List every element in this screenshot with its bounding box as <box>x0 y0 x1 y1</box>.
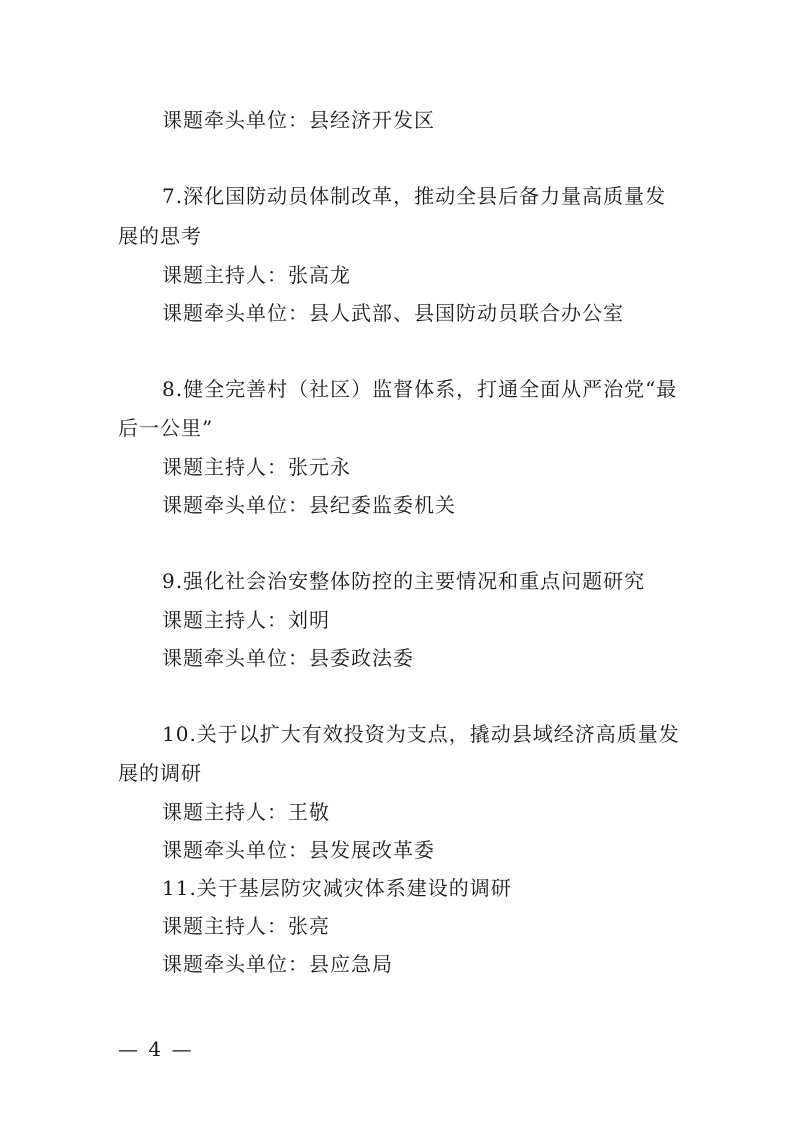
item-9-title: 9.强化社会治安整体防控的主要情况和重点问题研究 <box>162 569 646 593</box>
item-8-title-line-2: 后一公里” <box>118 416 214 440</box>
item-7-lead-unit: 课题牵头单位：县人武部、县国防动员联合办公室 <box>162 301 624 325</box>
item-7-title-line-2: 展的思考 <box>118 224 202 248</box>
item-11-host: 课题主持人：张亮 <box>162 914 330 938</box>
item-11-title: 11.关于基层防灾减灾体系建设的调研 <box>162 876 512 900</box>
item-8-title-line-1: 8.健全完善村（社区）监督体系，打通全面从严治党“最 <box>162 377 678 401</box>
item-7-title-line-1: 7.深化国防动员体制改革，推动全县后备力量高质量发 <box>162 184 667 208</box>
page-number: — 4 — <box>118 1037 194 1061</box>
item-10-title-line-2: 展的调研 <box>118 761 202 785</box>
item-10-title-line-1: 10.关于以扩大有效投资为支点，撬动县域经济高质量发 <box>162 722 680 746</box>
item-10-host: 课题主持人：王敬 <box>162 800 330 824</box>
item-9-lead-unit: 课题牵头单位：县委政法委 <box>162 646 414 670</box>
item-6-lead-unit: 课题牵头单位：县经济开发区 <box>162 108 435 132</box>
item-9-host: 课题主持人：刘明 <box>162 608 330 632</box>
item-10-lead-unit: 课题牵头单位：县发展改革委 <box>162 838 435 862</box>
item-8-lead-unit: 课题牵头单位：县纪委监委机关 <box>162 493 456 517</box>
item-7-host: 课题主持人：张高龙 <box>162 263 351 287</box>
item-11-lead-unit: 课题牵头单位：县应急局 <box>162 952 393 976</box>
item-8-host: 课题主持人：张元永 <box>162 455 351 479</box>
